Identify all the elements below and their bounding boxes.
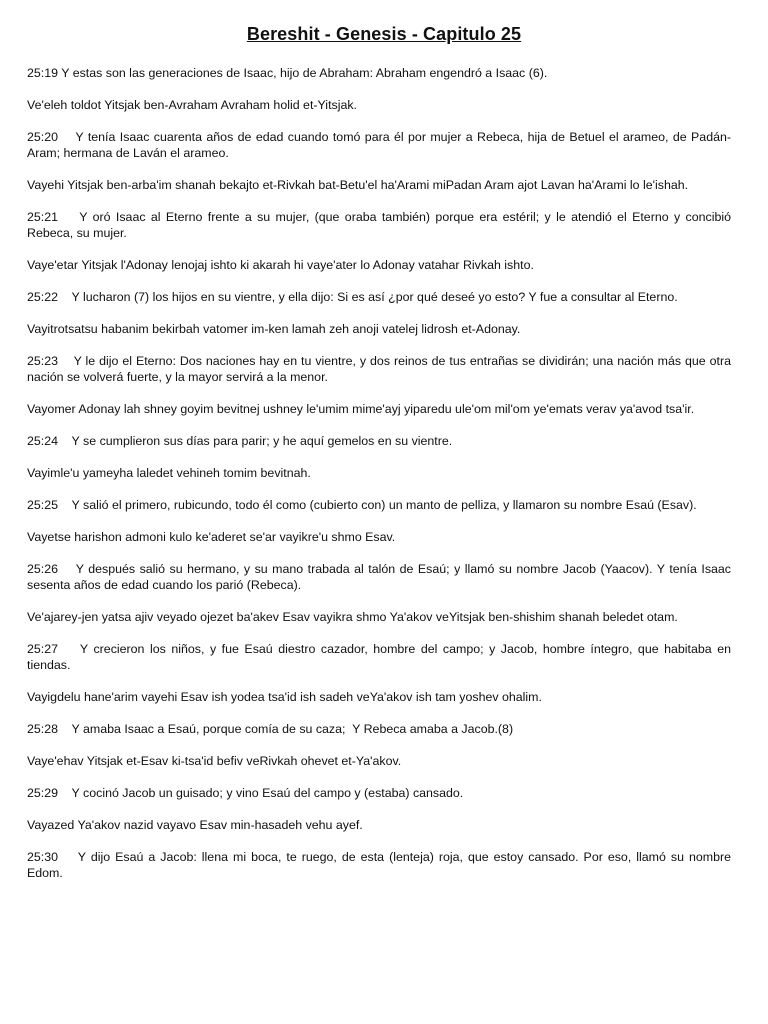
verse-25-26-spanish: 25:26 Y después salió su hermano, y su mano trabada al talón de Esaú; y llamó su nombre Jacob (Yaacov). Y tenía Isaac sesenta años de edad cuando los parió (Rebeca). [27,562,735,592]
verse-25-29-transliteration: Vayazed Ya'akov nazid vayavo Esav min-hasadeh vehu ayef. [27,818,363,832]
verse-25-21-transliteration: Vaye'etar Yitsjak l'Adonay lenojaj ishto ki akarah hi vaye'ater lo Adonay vatahar Rivkah ishto. [27,258,534,272]
document-body [27,65,735,897]
verse-25-29-spanish: 25:29 Y cocinó Jacob un guisado; y vino Esaú del campo y (estaba) cansado. [27,786,464,800]
verse-25-19-spanish: 25:19 Y estas son las generaciones de Isaac, hijo de Abraham: Abraham engendró a Isaac (6). [27,66,548,80]
page-title: Bereshit - Genesis - Capitulo 25 [246,24,522,44]
verse-25-24-spanish: 25:24 Y se cumplieron sus días para parir; y he aquí gemelos en su vientre. [27,434,453,448]
verse-25-27-transliteration: Vayigdelu hane'arim vayehi Esav ish yodea tsa'id ish sadeh veYa'akov ish tam yoshev ohalim. [27,690,542,704]
verse-25-30-spanish: 25:30 Y dijo Esaú a Jacob: llena mi boca, te ruego, de esta (lenteja) roja, que estoy cansado. Por eso, llamó su nombre Edom. [27,850,735,880]
verse-25-22-transliteration: Vayitrotsatsu habanim bekirbah vatomer im-ken lamah zeh anoji vatelej lidrosh et-Adonay. [27,322,521,336]
verse-25-22-spanish: 25:22 Y lucharon (7) los hijos en su vientre, y ella dijo: Si es así ¿por qué deseé yo esto? Y fue a consultar al Eterno. [27,290,678,304]
verse-25-20-transliteration: Vayehi Yitsjak ben-arba'im shanah bekajto et-Rivkah bat-Betu'el ha'Arami miPadan Aram ajot Lavan ha'Arami lo le'ishah. [27,178,689,192]
verse-25-25-spanish: 25:25 Y salió el primero, rubicundo, todo él como (cubierto con) un manto de pelliza, y llamaron su nombre Esaú (Esav). [27,498,697,512]
verse-25-23-transliteration: Vayomer Adonay lah shney goyim bevitnej ushney le'umim mime'ayj yiparedu ule'om mil'om ye'emats verav ya'avod tsa'ir. [27,402,695,416]
verse-25-24-transliteration: Vayimle'u yameyha laledet vehineh tomim bevitnah. [27,466,311,480]
verse-25-28-spanish: 25:28 Y amaba Isaac a Esaú, porque comía de su caza; Y Rebeca amaba a Jacob.(8) [27,722,514,736]
verse-25-28-transliteration: Vaye'ehav Yitsjak et-Esav ki-tsa'id befiv veRivkah ohevet et-Ya'akov. [27,754,402,768]
verse-25-26-transliteration: Ve'ajarey-jen yatsa ajiv veyado ojezet ba'akev Esav vayikra shmo Ya'akov veYitsjak ben-shishim shanah beledet otam. [27,610,678,624]
verse-25-21-spanish: 25:21 Y oró Isaac al Eterno frente a su mujer, (que oraba también) porque era estéril; y le atendió el Eterno y concibió Rebeca, su mujer. [27,210,735,240]
verse-25-20-spanish: 25:20 Y tenía Isaac cuarenta años de edad cuando tomó para él por mujer a Rebeca, hija de Betuel el arameo, de Padán-Aram; hermana de Laván el arameo. [27,130,731,160]
verse-25-25-transliteration: Vayetse harishon admoni kulo ke'aderet se'ar vayikre'u shmo Esav. [27,530,396,544]
verse-25-19-transliteration: Ve'eleh toldot Yitsjak ben-Avraham Avraham holid et-Yitsjak. [27,98,357,112]
verse-25-27-spanish: 25:27 Y crecieron los niños, y fue Esaú diestro cazador, hombre del campo; y Jacob, hombre íntegro, que habitaba en tiendas. [27,642,735,672]
verse-25-23-spanish: 25:23 Y le dijo el Eterno: Dos naciones hay en tu vientre, y dos reinos de tus entrañas se dividirán; una nación más que otra nación se volverá fuerte, y la mayor servirá a la menor. [27,354,735,384]
